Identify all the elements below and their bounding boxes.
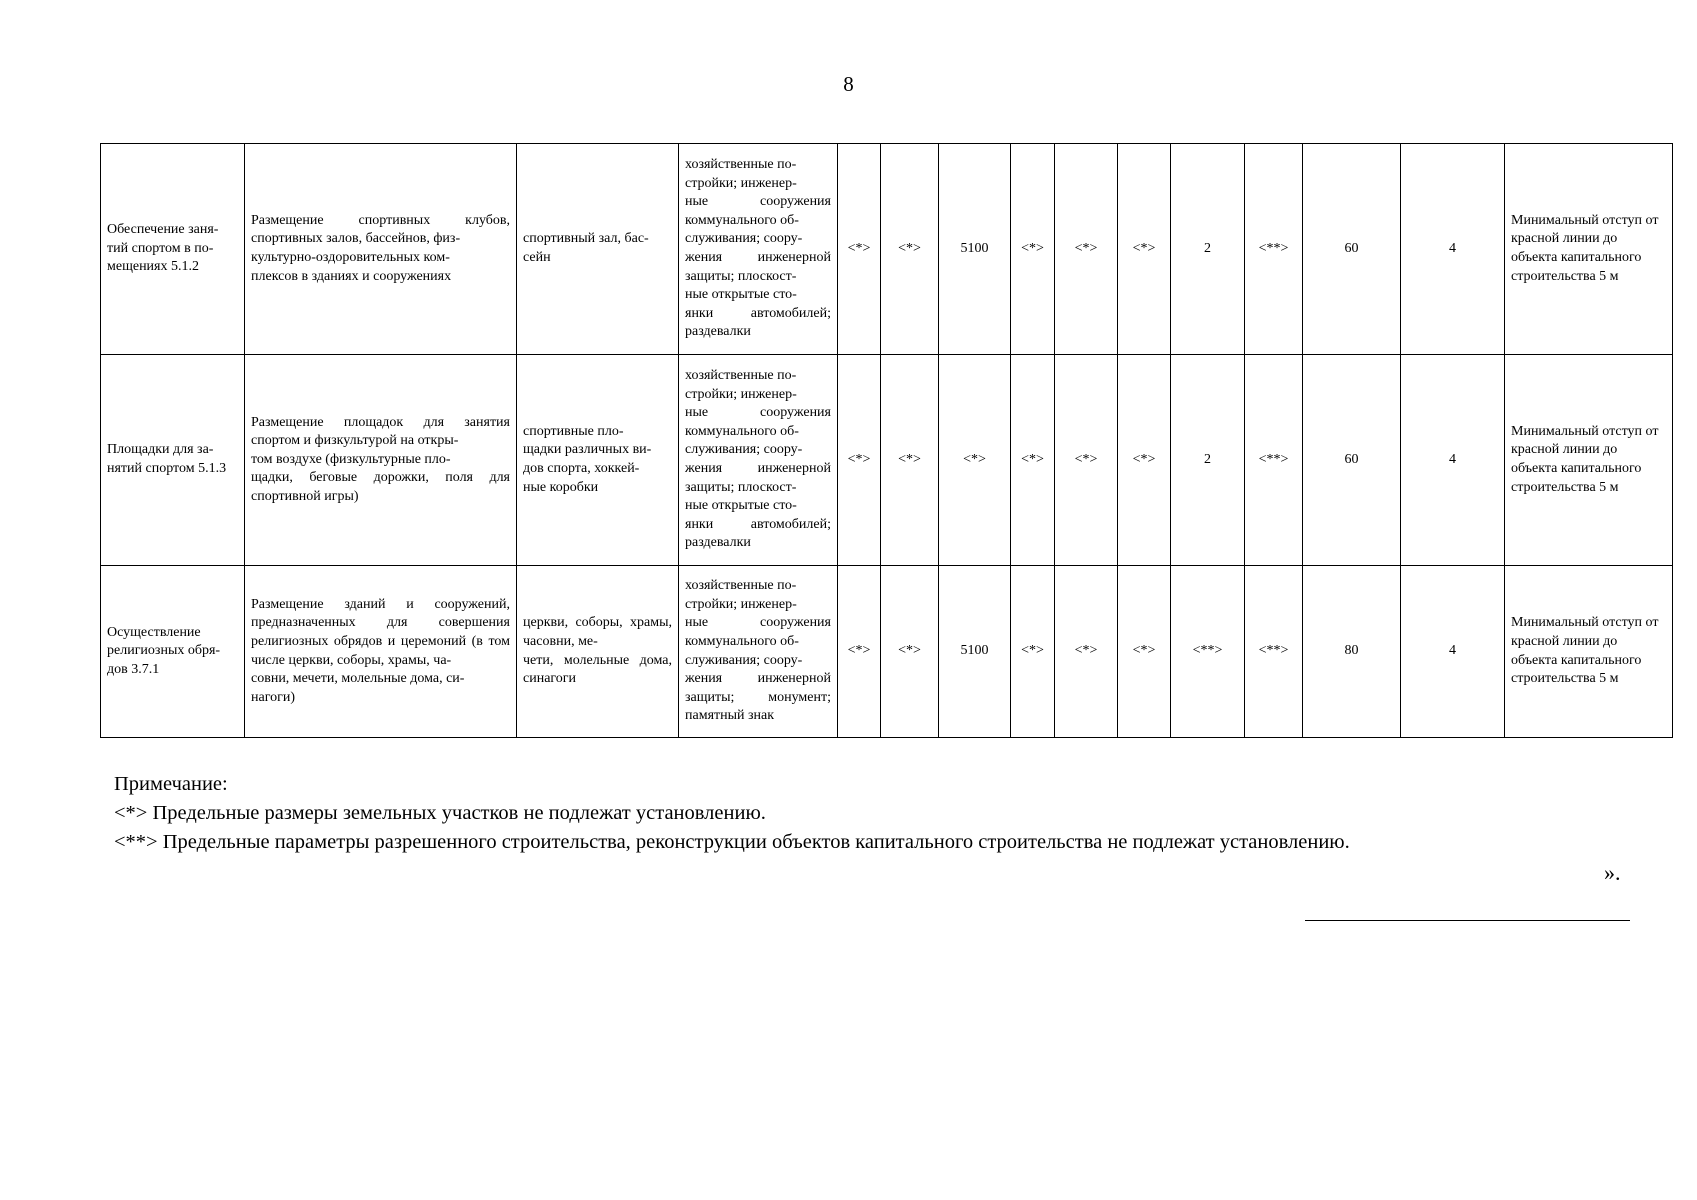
- notes-section: [114, 770, 1634, 857]
- param-cell: <*>: [838, 144, 881, 355]
- param-cell: 5100: [939, 144, 1011, 355]
- note-line: <**> Предельные параметры разрешенного строительства, реконструкции объектов капитального строительства не подлежат установлению.: [114, 831, 1350, 853]
- param-cell: <*>: [1011, 566, 1055, 738]
- land-use-type-cell: Обеспечение заня- тий спортом в по- мещениях 5.1.2: [101, 144, 245, 355]
- notes-heading: Примечание:: [114, 773, 228, 795]
- table-row: [101, 355, 1673, 566]
- land-use-regulations-table: [100, 143, 1673, 738]
- param-cell: <*>: [1055, 566, 1118, 738]
- main-objects-cell: церкви, соборы, храмы, часовни, ме- чети, молельные дома, синагоги: [517, 566, 679, 738]
- main-objects-cell: спортивный зал, бас- сейн: [517, 144, 679, 355]
- param-cell: 80: [1303, 566, 1401, 738]
- param-cell: <*>: [881, 566, 939, 738]
- note-cell: Минимальный отступ от красной линии до объекта капитального строительства 5 м: [1505, 566, 1673, 738]
- param-cell: <**>: [1245, 144, 1303, 355]
- param-cell: 60: [1303, 355, 1401, 566]
- auxiliary-objects-cell: хозяйственные по- стройки; инженер- ные сооружения коммунального об- служивания; соору- жения инженерной защиты; плоскост- ные открытые сто- янки автомобилей; раздевалки: [679, 144, 838, 355]
- param-cell: <*>: [1118, 566, 1171, 738]
- param-cell: 2: [1171, 144, 1245, 355]
- param-cell: 4: [1401, 144, 1505, 355]
- param-cell: 2: [1171, 355, 1245, 566]
- note-cell: Минимальный отступ от красной линии до объекта капитального строительства 5 м: [1505, 144, 1673, 355]
- closing-quote: ».: [1604, 860, 1621, 885]
- param-cell: <**>: [1245, 355, 1303, 566]
- param-cell: <*>: [1055, 355, 1118, 566]
- param-cell: 4: [1401, 355, 1505, 566]
- main-objects-cell: спортивные пло- щадки различных ви- дов спорта, хоккей- ные коробки: [517, 355, 679, 566]
- land-use-type-cell: Осуществление религиозных обря- дов 3.7.1: [101, 566, 245, 738]
- table-row: [101, 144, 1673, 355]
- land-use-type-cell: Площадки для за- нятий спортом 5.1.3: [101, 355, 245, 566]
- param-cell: <**>: [1245, 566, 1303, 738]
- param-cell: <**>: [1171, 566, 1245, 738]
- description-cell: Размещение зданий и сооружений, предназначенных для совершения религиозных обрядов и церемоний (в том числе церкви, соборы, храмы, ча- совни, мечети, молельные дома, си- нагоги): [245, 566, 517, 738]
- param-cell: <*>: [838, 355, 881, 566]
- param-cell: 60: [1303, 144, 1401, 355]
- page-number: 8: [843, 72, 854, 96]
- param-cell: <*>: [1118, 355, 1171, 566]
- param-cell: 5100: [939, 566, 1011, 738]
- param-cell: 4: [1401, 566, 1505, 738]
- auxiliary-objects-cell: хозяйственные по- стройки; инженер- ные сооружения коммунального об- служивания; соору- жения инженерной защиты; плоскост- ные открытые сто- янки автомобилей; раздевалки: [679, 355, 838, 566]
- param-cell: <*>: [1055, 144, 1118, 355]
- description-cell: Размещение площадок для занятия спортом и физкультурой на откры- том воздухе (физкультурные пло- щадки, беговые дорожки, поля для спортивной игры): [245, 355, 517, 566]
- description-cell: Размещение спортивных клубов, спортивных залов, бассейнов, физ- культурно-оздоровительных ком- плексов в зданиях и сооружениях: [245, 144, 517, 355]
- param-cell: <*>: [881, 355, 939, 566]
- note-cell: Минимальный отступ от красной линии до объекта капитального строительства 5 м: [1505, 355, 1673, 566]
- note-line: <*> Предельные размеры земельных участков не подлежат установлению.: [114, 802, 766, 824]
- signature-line: [1305, 920, 1630, 921]
- param-cell: <*>: [939, 355, 1011, 566]
- table-row: [101, 566, 1673, 738]
- param-cell: <*>: [1011, 144, 1055, 355]
- param-cell: <*>: [838, 566, 881, 738]
- param-cell: <*>: [881, 144, 939, 355]
- table-body: [101, 144, 1673, 738]
- param-cell: <*>: [1011, 355, 1055, 566]
- auxiliary-objects-cell: хозяйственные по- стройки; инженер- ные сооружения коммунального об- служивания; соору- жения инженерной защиты; монумент; памятный знак: [679, 566, 838, 738]
- param-cell: <*>: [1118, 144, 1171, 355]
